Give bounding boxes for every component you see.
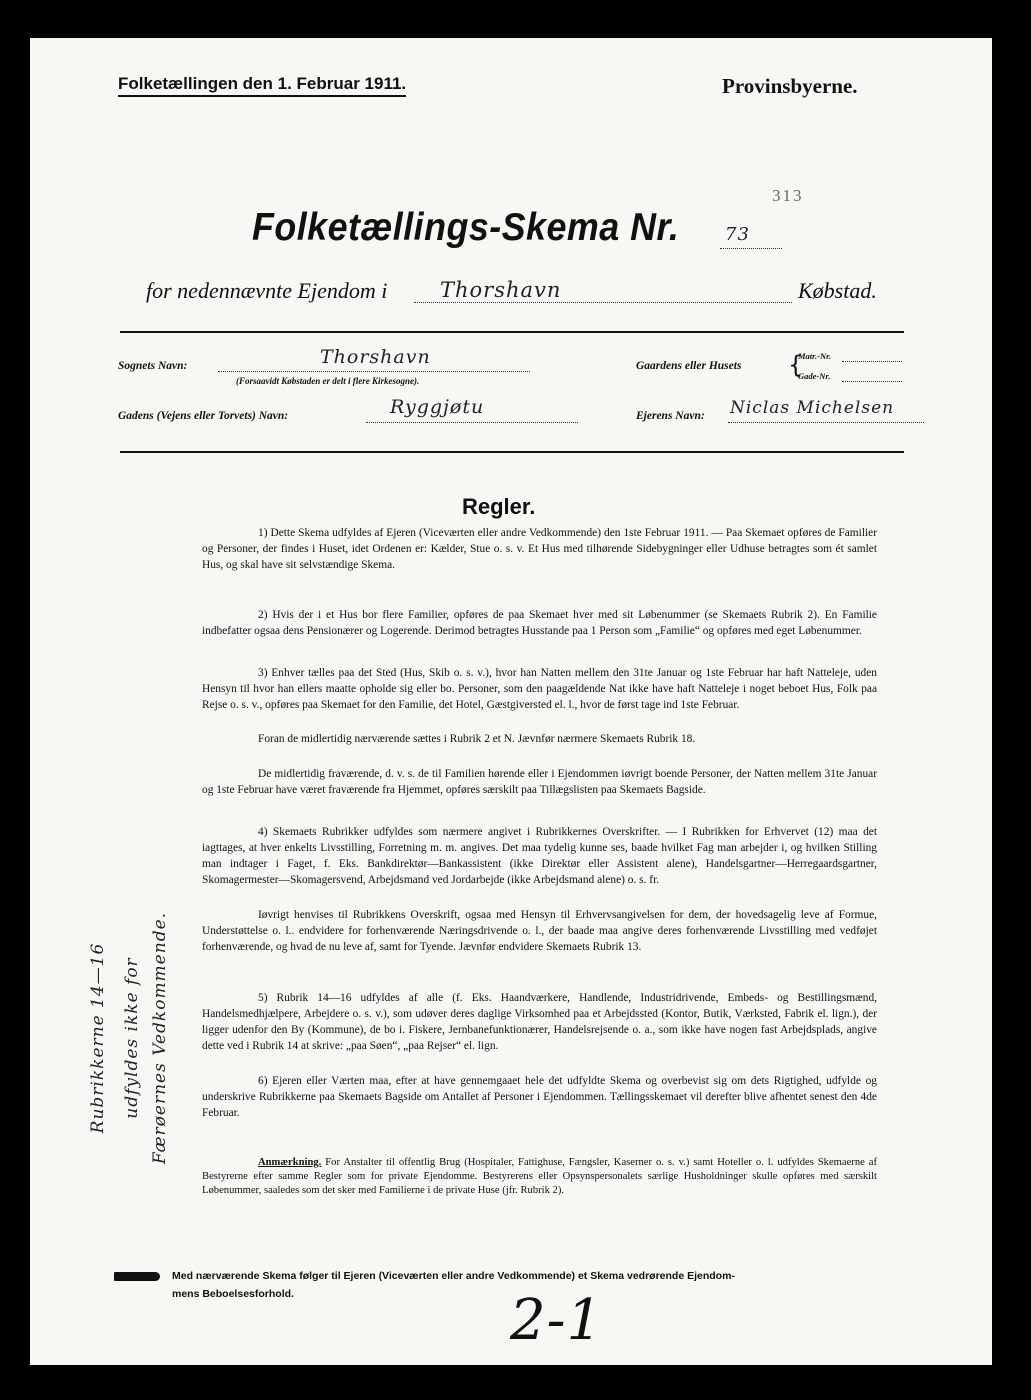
census-date-heading: Folketællingen den 1. Februar 1911. [118, 74, 406, 97]
remark [202, 1156, 877, 1198]
rule-4-text: 4) Skemaets Rubrikker udfyldes som nærmere angivet i Rubrikkernes Overskrifter. — I Rubrikken for Erhvervet (12) maa det iagttages, at hver enkelts Livsstilling, Forretning m. m. angives. Det maa tydelig kunne ses, baade hvilket Fag man arbejder i, og hvilken Stilling man indtager i Faget, f. Eks. Bankdirektør—Bankassistent (ikke Direktør eller Assistent alene), Handelsgartner—Herregaardsgartner, Skomagermester—Skomagersvend, Arbejdsmand ved Jordarbejde (ikke Arbejdsmand alene) o. s. fr. [202, 826, 877, 886]
stamp-number: 313 [772, 186, 804, 205]
rule-2-text: 2) Hvis der i et Hus bor flere Familier, opføres de paa Skemaet hver med sit Løbenummer (se Skemaets Rubrik 2). En Familie indbefatter ogsaa dens Pensionærer og Logerende. Derimod betragtes Husstande paa 1 Person som „Familie“ og opføres med eget Løbenummer. [202, 609, 877, 637]
rule-5-text: 5) Rubrik 14—16 udfyldes af alle (f. Eks. Haandværkere, Handlende, Industridrivende, Embeds- og Bestillingsmænd, Handelsmedhjælpere, Arbejdere o. s. v.), som udøver deres daglige Virksomhed paa et Arbejdssted (Kontor, Butik, Værksted, Fabrik el. lign.), der ligger udenfor den By (Kommune), de bo i. Fiskere, Jernbanefunktionærer, Handelsrejsende o. a., som ikke have nogen fast Arbejdsplads, angive dette ved i Rubrik 14 at skrive: „paa Søen“, „paa Rejser“ el. lign. [202, 992, 877, 1052]
form-number-line [720, 248, 782, 249]
parish-label: Sognets Navn: [118, 360, 188, 372]
pointing-hand-icon [114, 1272, 160, 1281]
street-label: Gadens (Vejens eller Torvets) Navn: [118, 410, 289, 422]
rule-3-fravaerende-text: De midlertidig fraværende, d. v. s. de til Familien hørende eller i Ejendommen iøvrigt boende Personer, der Natten mellem 31te Januar og 1ste Februar have været fraværende fra Hjemmet, opføres særskilt paa Tillægslisten paa Skemaets Bagside. [202, 768, 877, 796]
gade-label: Gade-Nr. [798, 371, 831, 381]
rule-3 [202, 666, 877, 714]
rules-heading: Regler. [462, 494, 536, 519]
parish-value-handwritten: Thorshavn [320, 346, 431, 368]
region-heading: Provinsbyerne. [722, 74, 858, 98]
rule-5 [202, 991, 877, 1055]
gade-line [842, 381, 902, 382]
rule-3-text: 3) Enhver tælles paa det Sted (Hus, Skib o. s. v.), hvor han Natten mellem den 31te Januar og 1ste Februar har haft Natteleje, uden Hensyn til hvor han ellers maatte opholde sig eller bo. Personer, som den paagældende Nat ikke have haft Natteleje i noget beboet Hus, Folk paa Rejse o. s. v., opføres paa Skemaet for den Familie, det Hotel, Gæstgiversted el. l., hvor de først tage ind 1ste Februar. [202, 667, 877, 711]
form-subtitle-suffix: Købstad. [798, 278, 877, 303]
rule-4 [202, 825, 877, 889]
rule-6 [202, 1074, 877, 1122]
census-form-page [30, 38, 992, 1365]
town-handwritten: Thorshavn [440, 278, 562, 302]
owner-label: Ejerens Navn: [636, 410, 705, 422]
top-rule [120, 331, 904, 333]
street-line [366, 422, 578, 423]
rule-1 [202, 526, 877, 574]
rule-3-foran [202, 732, 877, 748]
margin-note-line2: udfyldes ikke for [122, 957, 142, 1119]
handwritten-mark: 2-1 [510, 1288, 604, 1353]
matr-label: Matr.-Nr. [798, 351, 832, 361]
owner-line [728, 422, 924, 423]
rule-4-iovrigt [202, 908, 877, 956]
footer-text-line1: Med nærværende Skema følger til Ejeren (Viceværten eller andre Vedkommende) et Skema vedrørende Ejendom- [172, 1270, 735, 1282]
rule-2 [202, 608, 877, 640]
street-value-handwritten: Ryggjøtu [390, 396, 485, 418]
remark-label: Anmærkning. [258, 1157, 322, 1168]
rule-3-foran-text: Foran de midlertidig nærværende sættes i Rubrik 2 et N. Jævnfør nærmere Skemaets Rubrik 18. [258, 733, 696, 745]
bottom-rule [120, 451, 904, 453]
margin-note-line1: Rubrikkerne 14—16 [88, 942, 108, 1134]
form-subtitle-prefix: for nedennævnte Ejendom i [146, 278, 388, 303]
rule-3-fravaerende [202, 767, 877, 799]
margin-note-line3: Færøernes Vedkommende. [150, 911, 170, 1165]
rule-6-text: 6) Ejeren eller Værten maa, efter at have gennemgaaet hele det udfyldte Skema og overbevist sig om dets Rigtighed, udfylde og underskrive Rubrikkerne paa Skemaets Bagside om Antallet af Personer i Ejendommen. Tællingsskemaet vil derefter blive afhentet senest den 4de Februar. [202, 1075, 877, 1119]
remark-text: For Anstalter til offentlig Brug (Hospitaler, Fattighuse, Fængsler, Kaserner o. s. v.) samt Hoteller o. l. udfyldes Skemaerne af Bestyrerne efter samme Regler som for private Ejendomme. Bestyrerens eller Opsynspersonalets særlige Husholdninger skulle opføres med særskilt Løbenummer, saaledes som det sker med Familierne i de private Huse (jfr. Rubrik 2). [202, 1157, 877, 1196]
matr-line [842, 361, 902, 362]
farm-brace: { [788, 351, 804, 379]
owner-value-handwritten: Niclas Michelsen [730, 398, 895, 418]
form-title: Folketællings-Skema Nr. [252, 206, 680, 249]
parish-line [218, 371, 530, 372]
form-number-handwritten: 73 [725, 224, 750, 245]
rule-4-iovrigt-text: Iøvrigt henvises til Rubrikkens Overskrift, ogsaa med Hensyn til Erhvervsangivelsen for dem, der hovedsagelig leve af Formue, Understøttelse o. l.. endvidere for forhenværende Næringsdrivende o. l., der baade maa angive deres forhenværende Livsstilling med vedføjet forhenværende, og hvad de nu leve af, samt for Tyende. Jævnfør endvidere Skemaets Rubrik 13. [202, 909, 877, 953]
farm-label: Gaardens eller Husets [636, 360, 742, 372]
parish-note: (Forsaavidt Købstaden er delt i flere Kirkesogne). [236, 376, 420, 386]
town-line [414, 302, 792, 303]
footer-text-line2: mens Beboelsesforhold. [172, 1288, 294, 1300]
rule-1-text: 1) Dette Skema udfyldes af Ejeren (Viceværten eller andre Vedkommende) den 1ste Februar 1911. — Paa Skemaet opføres de Familier og Personer, der findes i Huset, idet Ordenen er: Kælder, Stue o. s. v. Et Hus med tilhørende Sidebygninger eller Udhuse betragtes som ét samlet Hus, og skal have sit selvstændige Skema. [202, 527, 877, 571]
